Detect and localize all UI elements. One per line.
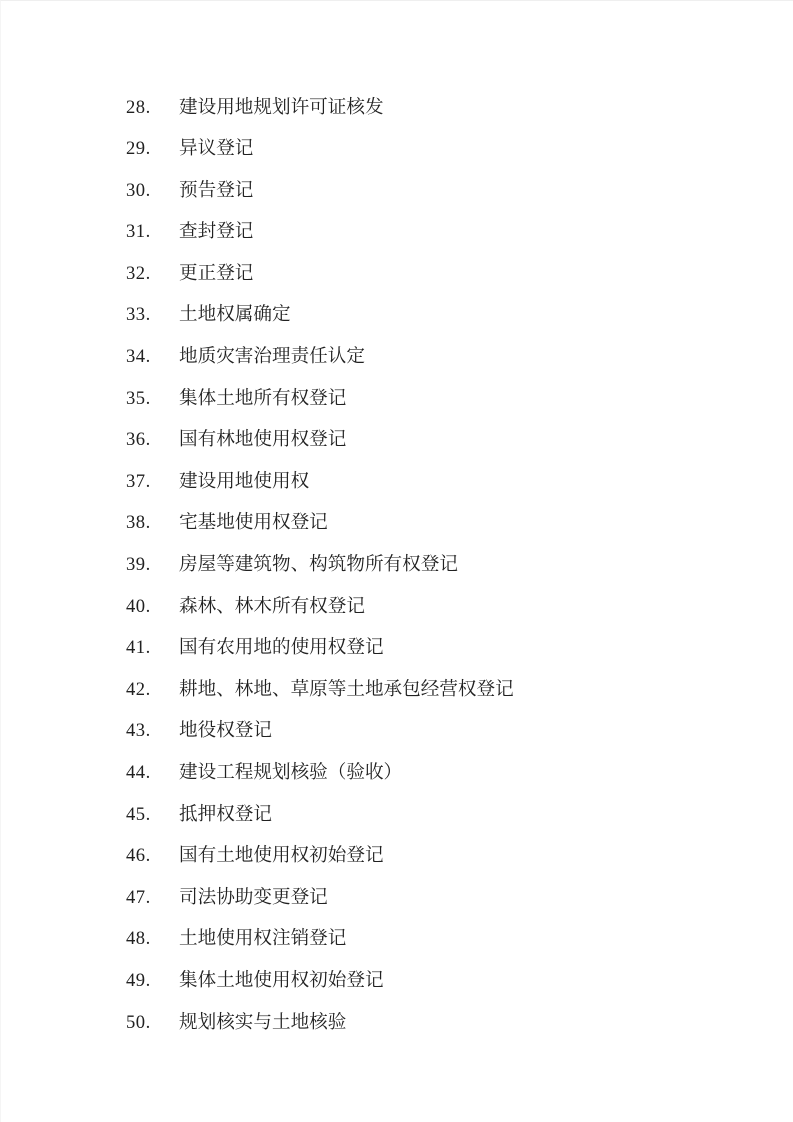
- list-item: [126, 919, 753, 961]
- list-item-number: 28.: [126, 96, 151, 118]
- list-item-text: 房屋等建筑物、构筑物所有权登记: [179, 554, 458, 576]
- numbered-list: [1, 1, 793, 1044]
- list-item-text: 建设用地使用权: [179, 470, 310, 492]
- list-item-text: 预告登记: [179, 179, 254, 201]
- list-item: [126, 212, 753, 254]
- list-item-text: 异议登记: [179, 138, 254, 160]
- list-item: [126, 503, 753, 545]
- list-item: [126, 378, 753, 420]
- list-item-text: 国有农用地的使用权登记: [179, 637, 384, 659]
- list-item-number: 32.: [126, 262, 151, 284]
- list-item: [126, 711, 753, 753]
- list-item-text: 耕地、林地、草原等土地承包经营权登记: [179, 678, 514, 700]
- list-item: [126, 337, 753, 379]
- list-item-number: 48.: [126, 928, 151, 950]
- list-item-text: 土地使用权注销登记: [179, 928, 347, 950]
- list-item-text: 地质灾害治理责任认定: [179, 346, 365, 368]
- list-item: [126, 253, 753, 295]
- list-item-number: 46.: [126, 845, 151, 867]
- list-item: [126, 628, 753, 670]
- list-item-number: 49.: [126, 969, 151, 991]
- list-item: [126, 753, 753, 795]
- list-item-text: 集体土地使用权初始登记: [179, 969, 384, 991]
- list-item: [126, 461, 753, 503]
- list-item: [126, 669, 753, 711]
- list-item-text: 查封登记: [179, 221, 254, 243]
- list-item-text: 集体土地所有权登记: [179, 387, 347, 409]
- list-item-text: 司法协助变更登记: [179, 886, 328, 908]
- list-item-number: 40.: [126, 595, 151, 617]
- list-item: [126, 129, 753, 171]
- list-item-number: 38.: [126, 512, 151, 534]
- list-item-text: 抵押权登记: [179, 803, 272, 825]
- list-item-text: 宅基地使用权登记: [179, 512, 328, 534]
- list-item: [126, 794, 753, 836]
- list-item: [126, 87, 753, 129]
- list-item-text: 森林、林木所有权登记: [179, 595, 365, 617]
- list-item-number: 50.: [126, 1011, 151, 1033]
- list-item-number: 43.: [126, 720, 151, 742]
- list-item: [126, 1002, 753, 1044]
- list-item-number: 41.: [126, 637, 151, 659]
- list-item: [126, 545, 753, 587]
- list-item-number: 39.: [126, 554, 151, 576]
- list-item-number: 44.: [126, 762, 151, 783]
- list-item: [126, 586, 753, 628]
- list-item-text: 建设用地规划许可证核发: [179, 96, 384, 118]
- list-item-number: 31.: [126, 221, 151, 243]
- list-item-number: 35.: [126, 387, 151, 409]
- list-item: [126, 960, 753, 1002]
- list-item-text: 规划核实与土地核验: [179, 1011, 347, 1033]
- list-item-number: 47.: [126, 886, 151, 908]
- list-item-number: 34.: [126, 346, 151, 368]
- list-item-text: 建设工程规划核验（验收）: [179, 762, 403, 783]
- list-item-text: 土地权属确定: [179, 304, 291, 326]
- list-item-number: 30.: [126, 179, 151, 201]
- list-item-number: 45.: [126, 803, 151, 825]
- list-item-number: 37.: [126, 470, 151, 492]
- list-item: [126, 836, 753, 878]
- list-item-number: 42.: [126, 678, 151, 700]
- list-item: [126, 170, 753, 212]
- list-item-text: 国有林地使用权登记: [179, 429, 347, 451]
- list-item-text: 更正登记: [179, 262, 254, 284]
- list-item: [126, 420, 753, 462]
- list-item-number: 36.: [126, 429, 151, 451]
- list-item-number: 33.: [126, 304, 151, 326]
- list-item-text: 国有土地使用权初始登记: [179, 845, 384, 867]
- list-item: [126, 295, 753, 337]
- list-item-text: 地役权登记: [179, 720, 272, 742]
- list-item: [126, 877, 753, 919]
- list-item-number: 29.: [126, 138, 151, 160]
